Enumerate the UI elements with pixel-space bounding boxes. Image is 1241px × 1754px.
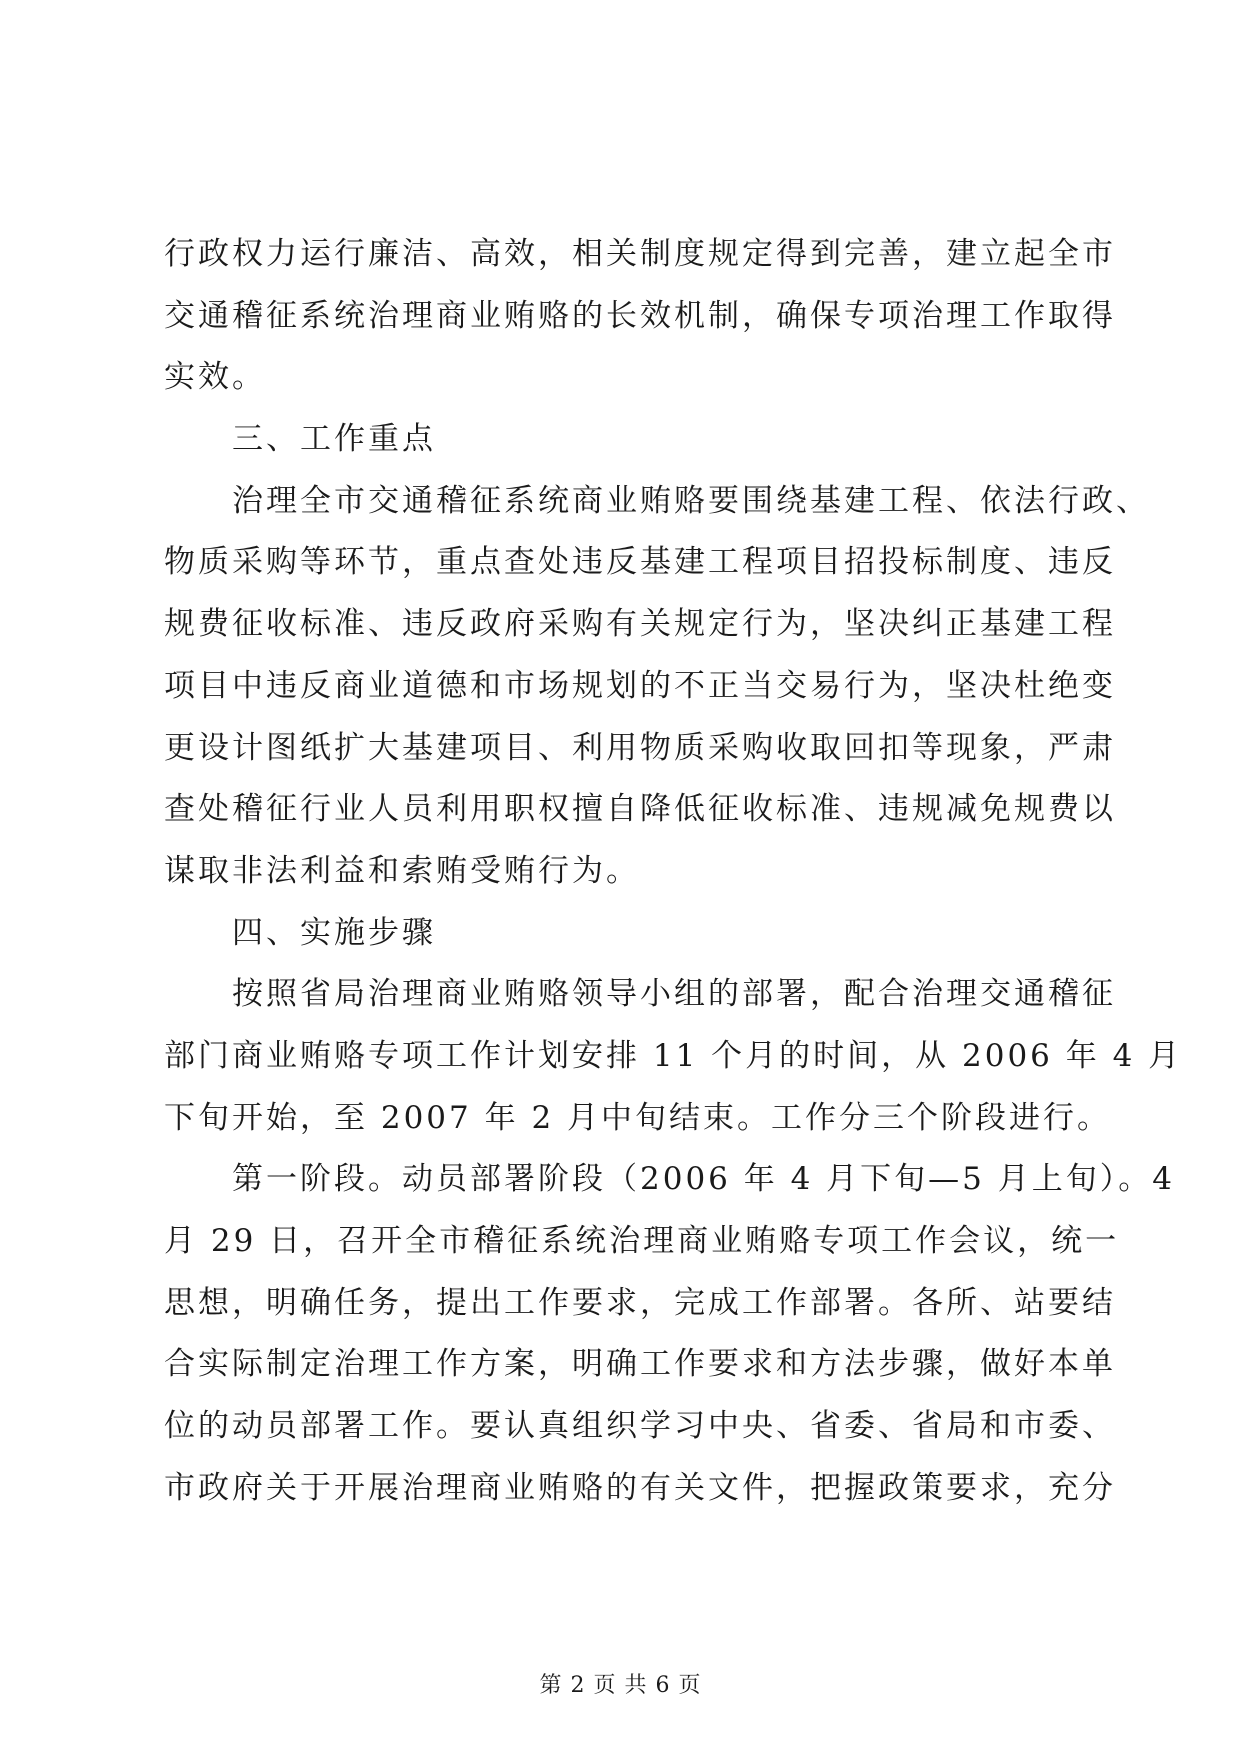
text-line: 第一阶段。动员部署阶段（2006 年 4 月下旬—5 月上旬）。4 [232,1161,1175,1198]
text-line: 规费征收标准、违反政府采购有关规定行为，坚决纠正基建工程 [164,606,1116,643]
text-line: 项目中违反商业道德和市场规划的不正当交易行为，坚决杜绝变 [164,667,1116,704]
document-body [164,224,1183,1519]
text-line: 谋取非法利益和索贿受贿行为。 [164,852,640,889]
text-line: 查处稽征行业人员利用职权擅自降低征收标准、违规减免规费以 [164,791,1116,828]
text-line: 更设计图纸扩大基建项目、利用物质采购收取回扣等现象，严肃 [164,729,1116,766]
text-line: 治理全市交通稽征系统商业贿赂要围绕基建工程、依法行政、 [232,482,1150,519]
text-line: 思想，明确任务，提出工作要求，完成工作部署。各所、站要结 [164,1284,1116,1321]
text-line: 行政权力运行廉洁、高效，相关制度规定得到完善，建立起全市 [164,236,1116,272]
text-line: 位的动员部署工作。要认真组织学习中央、省委、省局和市委、 [164,1408,1116,1445]
text-line: 物质采购等环节，重点查处违反基建工程项目招投标制度、违反 [164,544,1116,581]
page-footer: 第 2 页 共 6 页 [539,1673,702,1698]
section-heading: 四、实施步骤 [232,914,436,951]
text-line: 实效。 [164,359,266,396]
text-line: 按照省局治理商业贿赂领导小组的部署，配合治理交通稽征 [232,976,1116,1013]
text-line: 交通稽征系统治理商业贿赂的长效机制，确保专项治理工作取得 [164,297,1116,334]
text-line: 下旬开始，至 2007 年 2 月中旬结束。工作分三个阶段进行。 [164,1099,1112,1136]
text-line: 市政府关于开展治理商业贿赂的有关文件，把握政策要求，充分 [164,1469,1116,1506]
text-line: 部门商业贿赂专项工作计划安排 11 个月的时间，从 2006 年 4 月 [164,1037,1183,1074]
text-line: 月 29 日，召开全市稽征系统治理商业贿赂专项工作会议，统一 [164,1223,1120,1259]
text-line: 合实际制定治理工作方案，明确工作要求和方法步骤，做好本单 [164,1346,1116,1383]
section-heading: 三、工作重点 [232,421,436,458]
